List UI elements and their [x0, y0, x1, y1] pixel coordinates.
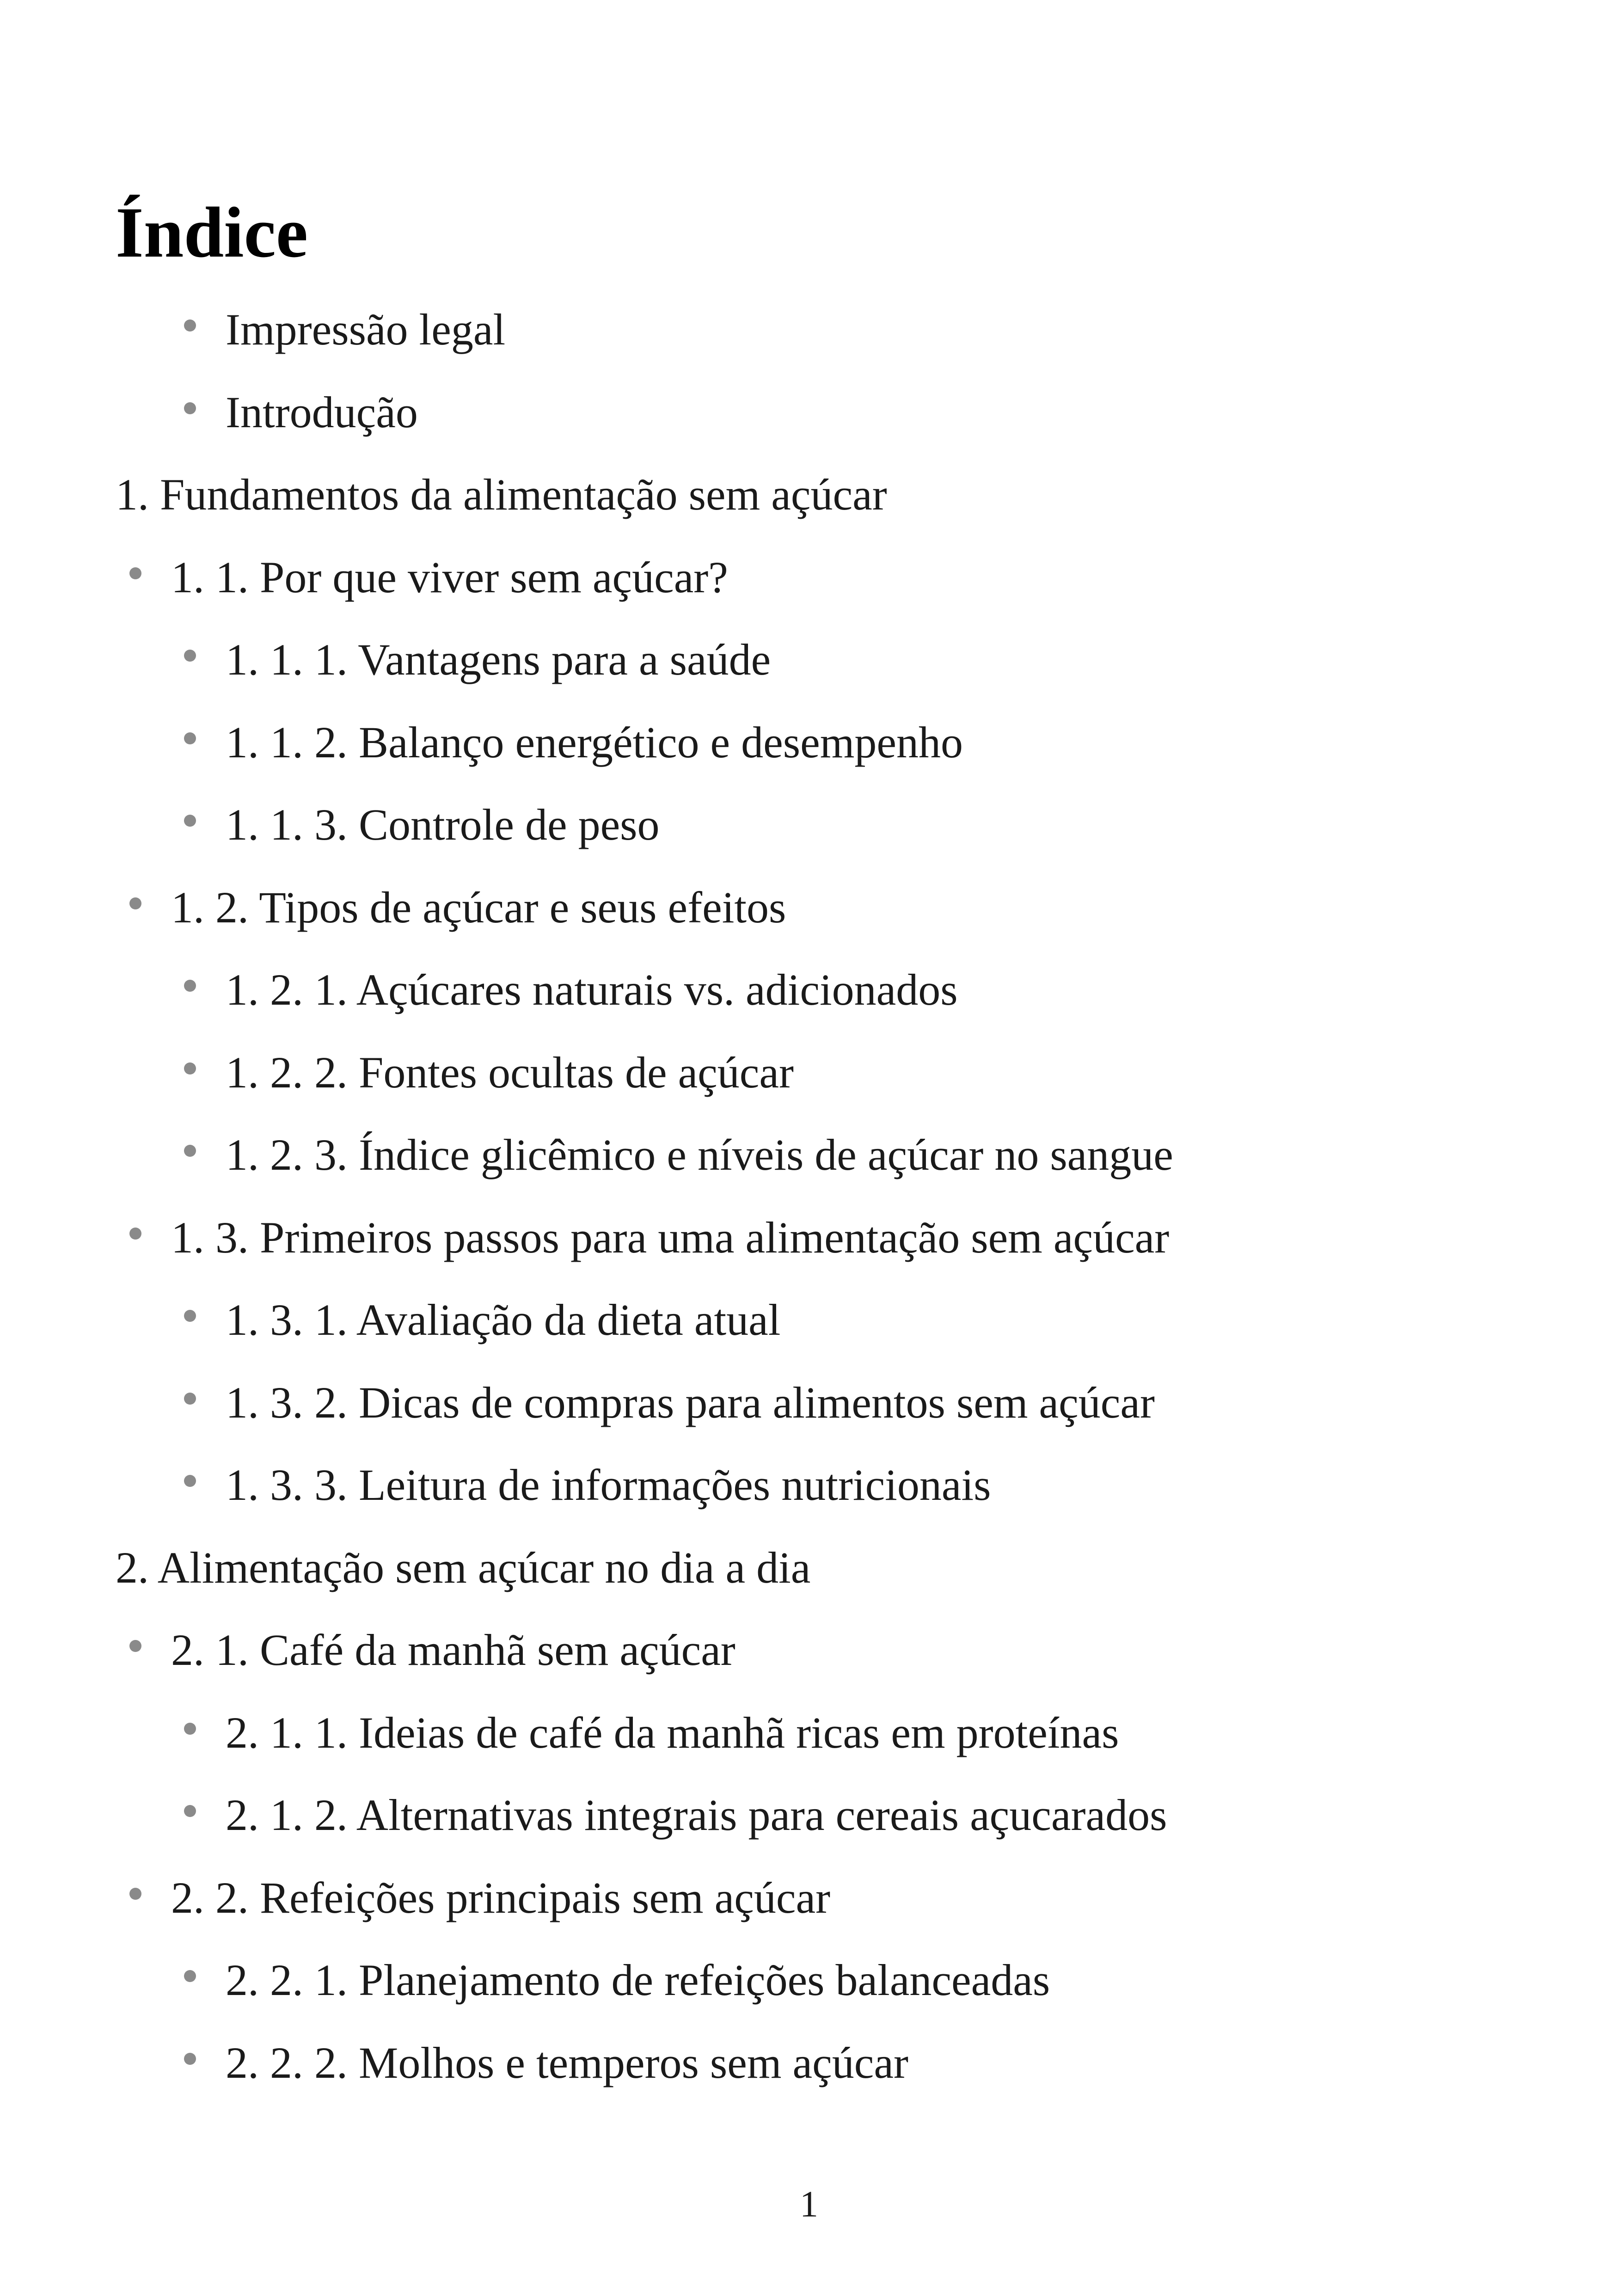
toc-entry[interactable]	[171, 882, 786, 932]
bullet-icon	[184, 980, 196, 992]
toc-entry-label: 2. Alimentação sem açúcar no dia a dia	[116, 1542, 811, 1592]
bullet-icon	[184, 650, 196, 662]
bullet-icon	[184, 1475, 196, 1487]
toc-entry-label: 1. 2. Tipos de açúcar e seus efeitos	[171, 882, 786, 932]
toc-entry[interactable]	[226, 307, 505, 352]
bullet-icon	[184, 815, 196, 827]
toc-entry[interactable]	[226, 800, 660, 849]
bullet-icon	[184, 1805, 196, 1817]
toc-entry[interactable]	[171, 1212, 1170, 1262]
toc-entry-label: 2. 1. 2. Alternativas integrais para cereais açucarados	[226, 1790, 1167, 1840]
toc-entry-label: 1. 2. 1. Açúcares naturais vs. adicionados	[226, 965, 958, 1014]
toc-entry-label: 1. 2. 2. Fontes ocultas de açúcar	[226, 1047, 794, 1097]
toc-entry-label: Introdução	[226, 387, 418, 437]
bullet-icon	[184, 1310, 196, 1322]
toc-entry[interactable]	[226, 1460, 991, 1510]
toc-entry-label: 1. 3. 1. Avaliação da dieta atual	[226, 1295, 781, 1344]
toc-entry-label: Impressão legal	[226, 305, 506, 354]
bullet-icon	[184, 402, 196, 414]
bullet-icon	[184, 1393, 196, 1405]
page-title: Índice	[116, 192, 308, 272]
bullet-icon	[129, 1228, 141, 1240]
bullet-icon	[129, 1888, 141, 1900]
toc-entry-label: 1. 2. 3. Índice glicêmico e níveis de açúcar no sangue	[226, 1130, 1173, 1179]
toc-entry[interactable]	[226, 717, 963, 767]
toc-entry-label: 1. 3. Primeiros passos para uma alimentação sem açúcar	[171, 1212, 1170, 1262]
bullet-icon	[184, 1723, 196, 1735]
bullet-icon	[129, 1640, 141, 1652]
toc-entry-label: 2. 2. Refeições principais sem açúcar	[171, 1872, 831, 1922]
bullet-icon	[184, 1970, 196, 1982]
bullet-icon	[129, 567, 141, 579]
toc-entry[interactable]	[226, 1790, 1167, 1840]
toc-entry[interactable]	[171, 1872, 831, 1922]
toc-entry[interactable]	[171, 552, 728, 602]
toc-entry[interactable]	[116, 470, 887, 519]
toc-entry-label: 1. 1. 1. Vantagens para a saúde	[226, 635, 771, 684]
toc-entry-label: 2. 1. 1. Ideias de café da manhã ricas em proteínas	[226, 1707, 1119, 1757]
toc-entry-label: 1. 3. 2. Dicas de compras para alimentos sem açúcar	[226, 1377, 1155, 1427]
toc-entry-label: 1. 1. 2. Balanço energético e desempenho	[226, 717, 963, 767]
toc-entry-label: 1. 1. Por que viver sem açúcar?	[171, 552, 728, 602]
toc-entry-label: 1. 1. 3. Controle de peso	[226, 800, 660, 849]
bullet-icon	[184, 319, 196, 332]
toc-entry-label: 2. 2. 1. Planejamento de refeições balanceadas	[226, 1955, 1050, 2005]
bullet-icon	[184, 1062, 196, 1074]
toc-entry-label: 2. 2. 2. Molhos e temperos sem açúcar	[226, 2038, 908, 2087]
toc-entry[interactable]	[226, 1047, 794, 1097]
toc-entry[interactable]	[116, 1542, 811, 1592]
toc-entry-label: 2. 1. Café da manhã sem açúcar	[171, 1625, 735, 1675]
toc-entry[interactable]	[226, 1295, 781, 1344]
toc-entry[interactable]	[226, 1377, 1155, 1427]
page-number: 1	[800, 2184, 818, 2225]
bullet-icon	[184, 732, 196, 744]
toc-entry-label: 1. Fundamentos da alimentação sem açúcar	[116, 470, 887, 519]
toc-entry[interactable]	[226, 635, 771, 684]
toc-entry[interactable]	[226, 1130, 1173, 1179]
toc-entry[interactable]	[226, 965, 958, 1014]
bullet-icon	[184, 1145, 196, 1157]
toc-entry[interactable]	[226, 1707, 1119, 1757]
toc-entry[interactable]	[226, 1955, 1050, 2005]
toc-entry[interactable]	[226, 387, 418, 437]
toc-entry-label: 1. 3. 3. Leitura de informações nutricionais	[226, 1460, 991, 1510]
toc-entry[interactable]	[171, 1625, 735, 1675]
bullet-icon	[129, 897, 141, 909]
toc-entry[interactable]	[226, 2038, 908, 2087]
bullet-icon	[184, 2053, 196, 2065]
